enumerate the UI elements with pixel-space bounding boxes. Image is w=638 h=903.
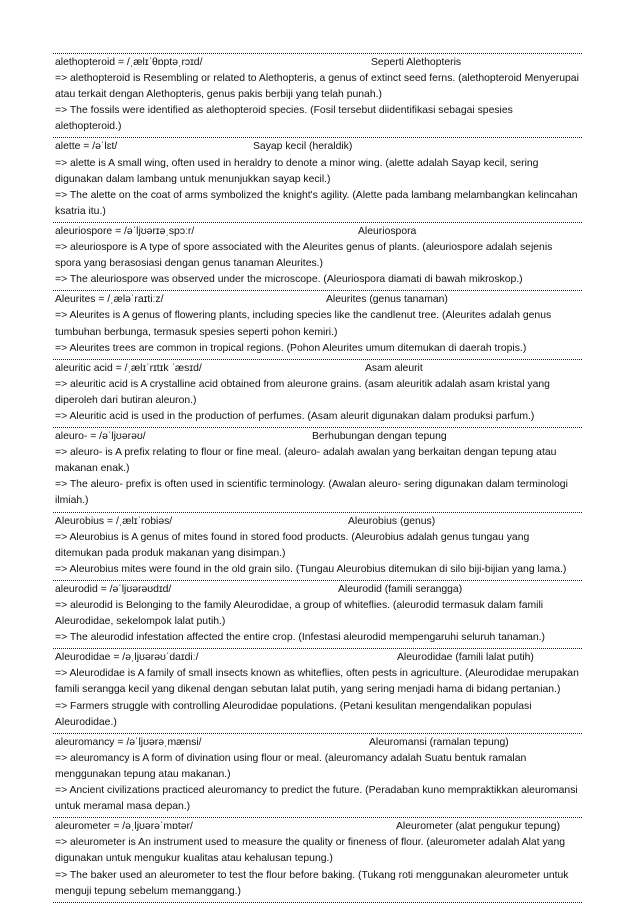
glossary-entry [53, 427, 582, 511]
entry-translation: Aleurodidae (famili lalat putih) [397, 652, 534, 664]
entry-definition: => alette is A small wing, often used in heraldry to denote a minor wing. (alette adalah Sayap kecil, sering digunakan dalam lambang untuk menunjukkan sayap kecil.) [55, 157, 539, 185]
entry-header [55, 139, 580, 155]
entry-term: Aleurodidae = /əˌljʊərəʊˈdaɪdiː/ [55, 652, 199, 664]
entry-header [55, 361, 580, 377]
entry-term: Aleurites = /ˌæləˈraɪtiːz/ [55, 294, 164, 306]
entry-translation: Seperti Alethopteris [371, 57, 462, 68]
glossary-entry [53, 222, 582, 290]
glossary-entry [53, 359, 582, 427]
entry-header [55, 582, 580, 598]
entry-header [55, 224, 580, 240]
entry-definition: => alethopteroid is Resembling or related to Alethopteris, a genus of extinct seed ferns. (alethopteroid Menyerupai atau terkait dengan Alethopteris, genus pakis berbiji yang telah punah.) [55, 73, 579, 101]
entry-term: aleurodid = /əˈljʊərəʊdɪd/ [55, 583, 172, 595]
entry-definition: => aleurodid is Belonging to the family Aleurodidae, a group of whiteflies. (aleurodid termasuk dalam famili Aleurodidae, sekelompok lalat putih.) [55, 600, 544, 628]
entry-translation: Aleurodid (famili serangga) [338, 583, 463, 595]
entry-example: => Aleuritic acid is used in the production of perfumes. (Asam aleurit digunakan dalam produksi parfum.) [55, 410, 535, 422]
entry-header [55, 55, 580, 71]
entry-example: => The aleuriospore was observed under the microscope. (Aleuriospora diamati di bawah mikroskop.) [55, 274, 523, 286]
entry-translation: Aleuromansi (ramalan tepung) [369, 736, 509, 748]
glossary-entry [53, 817, 582, 902]
entry-example: => The baker used an aleurometer to test the flour before baking. (Tukang roti menggunakan aleurometer untuk menguji tepung sebelum memanggang.) [55, 869, 569, 897]
entry-term: aleuriospore = /əˈljʊərɪəˌspɔːr/ [55, 225, 195, 237]
glossary-entry [53, 733, 582, 817]
entry-header [55, 514, 580, 530]
glossary-entry [53, 512, 582, 580]
entry-translation: Aleurites (genus tanaman) [326, 294, 448, 306]
glossary-page [53, 53, 582, 903]
entry-translation: Aleurometer (alat pengukur tepung) [396, 821, 561, 833]
entry-header [55, 429, 580, 445]
entry-header [55, 292, 580, 308]
entry-definition: => Aleurobius is A genus of mites found in stored food products. (Aleurobius adalah genus tungau yang ditemukan pada produk makanan yang disimpan.) [55, 531, 530, 559]
entry-translation: Asam aleurit [365, 362, 423, 374]
entry-example: => The aleurodid infestation affected the entire crop. (Infestasi aleurodid mempengaruhi seluruh tanaman.) [55, 632, 546, 644]
entry-example: => Farmers struggle with controlling Aleurodidae populations. (Petani kesulitan mengendalikan populasi Aleurodidae.) [55, 700, 532, 728]
glossary-entry [53, 580, 582, 648]
entry-translation: Berhubungan dengan tepung [312, 431, 447, 443]
entry-term: aleurometer = /əˌljʊərəˈmɒtər/ [55, 821, 193, 833]
entry-translation: Sayap kecil (heraldik) [253, 141, 353, 153]
entry-header [55, 819, 580, 835]
entry-definition: => Aleurodidae is A family of small insects known as whiteflies, often pests in agriculture. (Aleurodidae merupakan famili serangga kecil yang dikenal dengan sebutan lalat putih, yang sering menjadi hama di bidang pertanian.) [55, 668, 579, 696]
glossary-entry [53, 53, 582, 137]
entry-term: aleuromancy = /əˈljʊərəˌmænsi/ [55, 736, 202, 748]
entry-definition: => Aleurites is A genus of flowering plants, including species like the candlenut tree. (Aleurites adalah genus tumbuhan berbunga, termasuk spesies seperti pohon kemiri.) [55, 310, 552, 338]
entry-example: => Ancient civilizations practiced aleuromancy to predict the future. (Peradaban kuno mempraktikkan aleuromansi untuk meramal masa depan.) [55, 785, 578, 813]
entry-example: => The aleuro- prefix is often used in scientific terminology. (Awalan aleuro- sering digunakan dalam terminologi ilmiah.) [55, 479, 568, 507]
entry-term: alethopteroid = /ˌælɪˈθɒptəˌrɔɪd/ [55, 57, 203, 68]
entry-definition: => aleurometer is An instrument used to measure the quality or fineness of flour. (aleurometer adalah Alat yang digunakan untuk mengukur kualitas atau kehalusan tepung.) [55, 837, 566, 865]
entry-example: => Aleurites trees are common in tropical regions. (Pohon Aleurites umum ditemukan di daerah tropis.) [55, 342, 527, 354]
glossary-entry [53, 137, 582, 221]
glossary-entry [53, 290, 582, 358]
entry-term: Aleurobius = /ˌælɪˈrobiəs/ [55, 515, 173, 527]
entry-definition: => aleuromancy is A form of divination using flour or meal. (aleuromancy adalah Suatu bentuk ramalan menggunakan tepung atau makanan.) [55, 752, 527, 780]
entry-example: => The alette on the coat of arms symbolized the knight's agility. (Alette pada lambang melambangkan kelincahan ksatria itu.) [55, 189, 578, 217]
entry-definition: => aleuriospore is A type of spore associated with the Aleurites genus of plants. (aleuriospore adalah sejenis spora yang berasosiasi dengan genus tanaman Aleurites.) [55, 242, 553, 270]
entry-translation: Aleurobius (genus) [348, 515, 436, 527]
entry-term: aleuritic acid = /ˌælɪˈrɪtɪk ˈæsɪd/ [55, 362, 202, 374]
entry-example: => The fossils were identified as alethopteroid species. (Fosil tersebut diidentifikasi sebagai spesies alethopteroid.) [55, 105, 513, 133]
glossary-entry [53, 648, 582, 732]
entry-header [55, 735, 580, 751]
entry-definition: => aleuro- is A prefix relating to flour or fine meal. (aleuro- adalah awalan yang berkaitan dengan tepung atau makanan enak.) [55, 447, 557, 475]
entry-example: => Aleurobius mites were found in the old grain silo. (Tungau Aleurobius ditemukan di silo biji-bijian yang lama.) [55, 563, 567, 575]
entry-definition: => aleuritic acid is A crystalline acid obtained from aleurone grains. (asam aleuritik adalah asam kristal yang diperoleh dari butiran aleuron.) [55, 378, 550, 406]
entry-term: alette = /əˈlɛt/ [55, 141, 118, 153]
entry-header [55, 650, 580, 666]
entry-term: aleuro- = /əˈljʊərəʊ/ [55, 431, 146, 443]
entry-translation: Aleuriospora [358, 225, 417, 237]
